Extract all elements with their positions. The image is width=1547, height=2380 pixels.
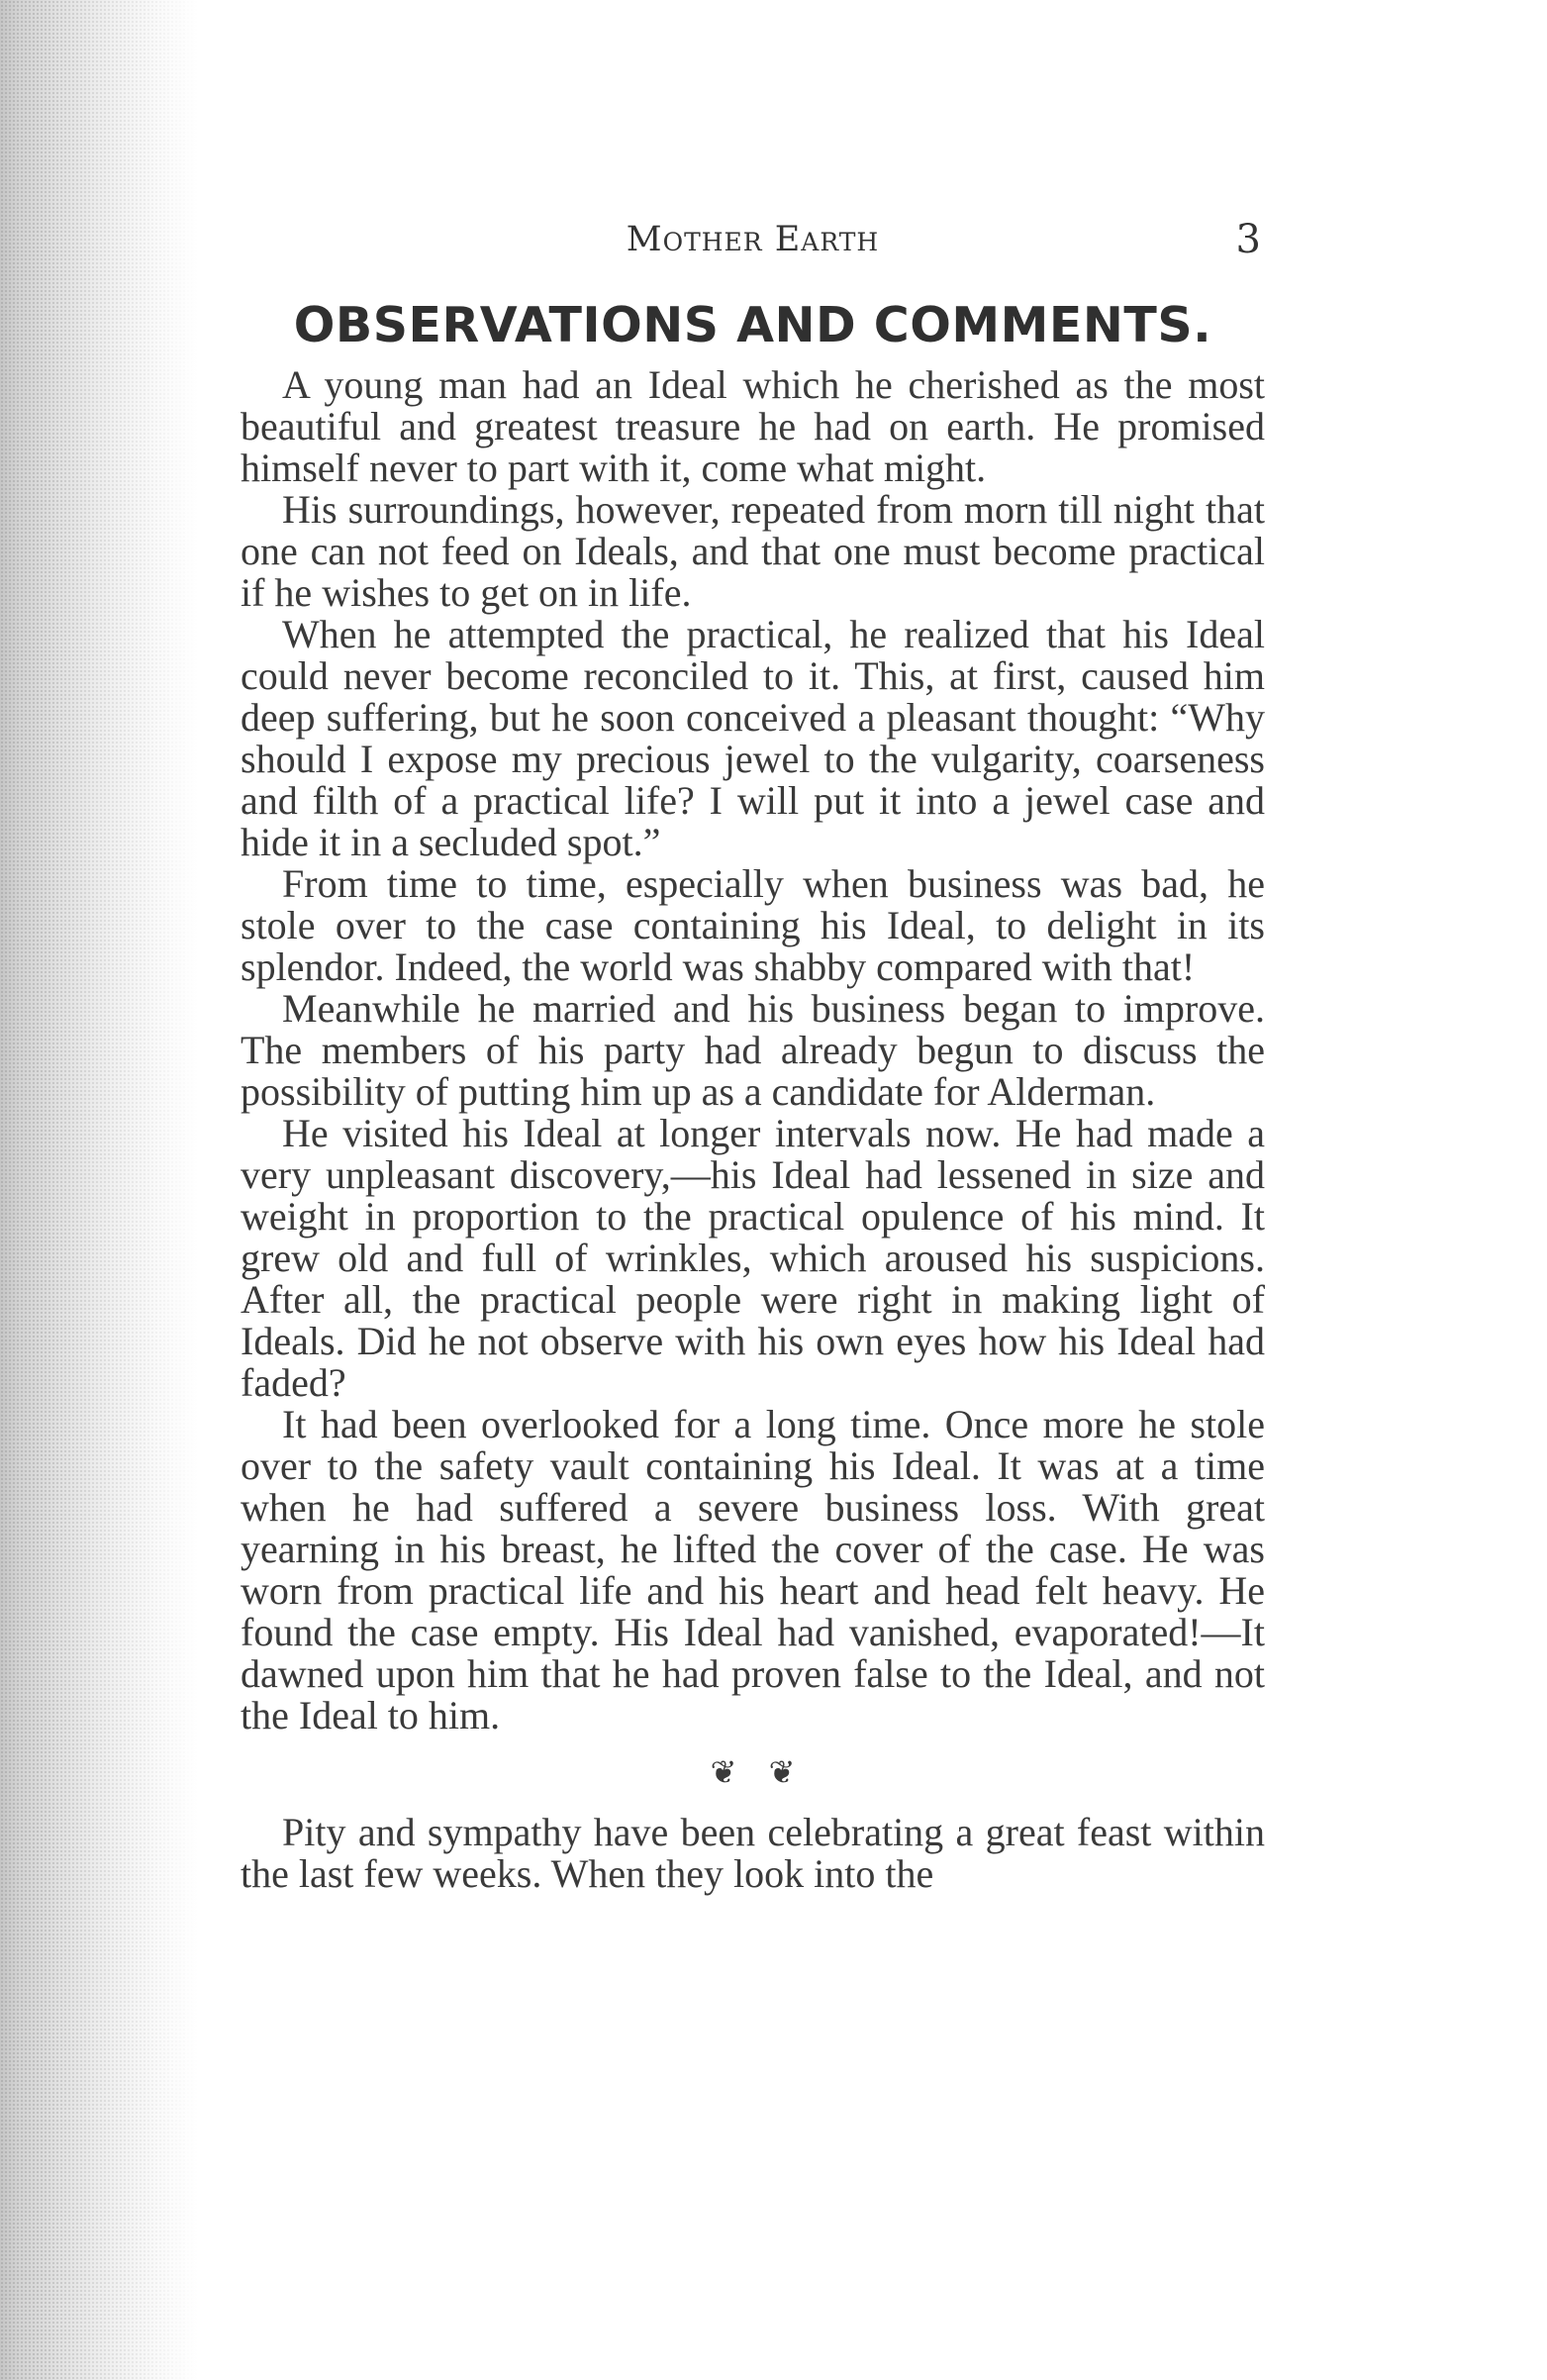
paragraph-1: A young man had an Ideal which he cherished as the most beautiful and greatest treasure he had on earth. He promised himself never to part with it, come what might. <box>241 362 1265 490</box>
paragraph-6: He visited his Ideal at longer intervals now. He had made a very unpleasant discovery,—his Ideal had lessened in size and weight in proportion to the practical opulence of his mind. It grew old and full of wrinkles, which aroused his suspicions. After all, the practical people were right in making light of Ideals. Did he not observe with his own eyes how his Ideal had faded? <box>241 1111 1265 1405</box>
article-body <box>241 364 1265 1736</box>
closing-paragraph: Pity and sympathy have been celebrating a great feast within the last few weeks. When they look into the <box>241 1810 1265 1896</box>
page-gutter-texture <box>0 0 198 2380</box>
paragraph-3: When he attempted the practical, he realized that his Ideal could never become reconciled to it. This, at first, caused him deep suffering, but he soon conceived a pleasant thought: “Why should I expose my precious jewel to the vulgarity, coarseness and filth of a practical life? I will put it into a jewel case and hide it in a secluded spot.” <box>241 612 1265 864</box>
fleuron-icon: ❦ <box>710 1753 737 1791</box>
running-head <box>241 218 1265 277</box>
paragraph-5: Meanwhile he married and his business began to improve. The members of his party had already begun to discuss the possibility of putting him up as a candidate for Alderman. <box>241 986 1265 1114</box>
section-divider-ornament <box>241 1752 1265 1792</box>
journal-title: Mother Earth <box>626 220 880 259</box>
section-title: OBSERVATIONS AND COMMENTS. <box>293 297 1212 353</box>
book-page <box>241 218 1265 1895</box>
page-number: 3 <box>1235 217 1261 262</box>
paragraph-4: From time to time, especially when business was bad, he stole over to the case containing his Ideal, to delight in its splendor. Indeed, the world was shabby compared with that! <box>241 861 1265 989</box>
paragraph-7: It had been overlooked for a long time. Once more he stole over to the safety vault containing his Ideal. It was at a time when he had suffered a severe business loss. With great yearning in his breast, he lifted the cover of the case. He was worn from practical life and his heart and head felt heavy. He found the case empty. His Ideal had vanished, evaporated!—It dawned upon him that he had proven false to the Ideal, and not the Ideal to him. <box>241 1402 1265 1737</box>
paragraph-2: His surroundings, however, repeated from morn till night that one can not feed on Ideals, and that one must become practical if he wishes to get on in life. <box>241 487 1265 615</box>
fleuron-icon: ❦ <box>768 1753 796 1791</box>
